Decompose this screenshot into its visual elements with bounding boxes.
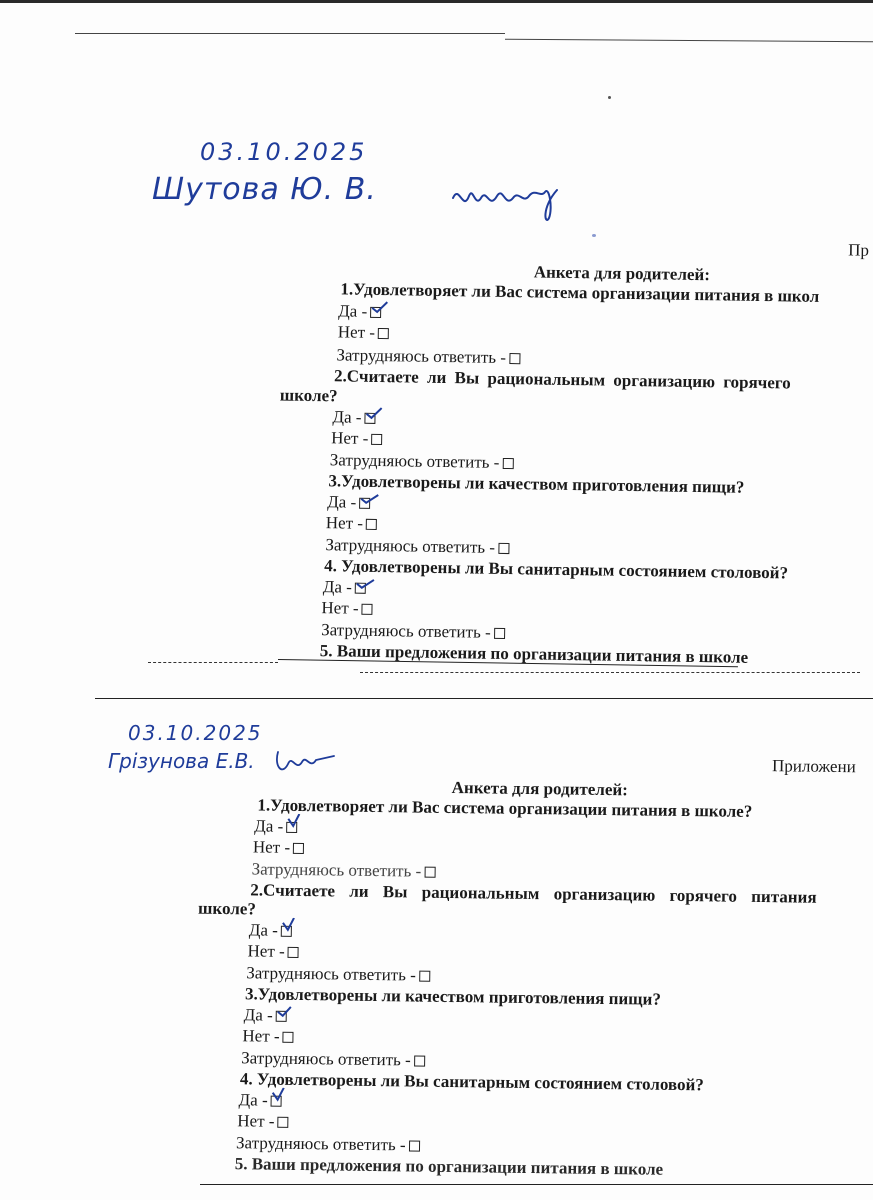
option-label: Затрудняюсь ответить -	[235, 1133, 406, 1155]
option-label: Затрудняюсь ответить -	[251, 859, 422, 881]
option-unsure	[321, 620, 505, 643]
option-label: Затрудняюсь ответить -	[246, 963, 416, 985]
option-unsure	[336, 345, 520, 368]
option-unsure	[330, 450, 514, 473]
checkmark-icon	[358, 490, 380, 506]
cut-line	[360, 672, 860, 673]
checkbox[interactable]	[409, 1140, 420, 1151]
option-label: Нет -	[337, 322, 376, 342]
question-2-continued: школе?	[279, 385, 338, 406]
checkbox[interactable]	[371, 434, 382, 445]
signature-mark	[445, 178, 575, 230]
option-no	[242, 1026, 293, 1047]
checkmark-icon	[354, 575, 376, 591]
signature-mark	[272, 746, 342, 782]
option-label: Нет -	[331, 428, 369, 448]
checkmark-icon	[369, 299, 391, 315]
option-no	[326, 513, 377, 534]
checkbox[interactable]	[509, 353, 520, 364]
option-no	[253, 837, 304, 858]
handwritten-name: Шутова Ю. В.	[152, 172, 377, 207]
handwritten-date: 03.10.2025	[128, 721, 263, 745]
scan-edge	[0, 0, 873, 3]
checkmark-icon	[275, 1003, 297, 1019]
checkbox-checked[interactable]	[355, 583, 366, 594]
option-label: Да -	[322, 577, 353, 597]
option-label: Да -	[243, 1005, 273, 1025]
checkbox-checked[interactable]	[370, 307, 381, 318]
option-label: Нет -	[325, 513, 364, 533]
checkbox-checked[interactable]	[281, 926, 292, 937]
question-4: 4. Удовлетворены ли Вы санитарным состоянием столовой?	[239, 1069, 704, 1095]
checkbox-checked[interactable]	[286, 822, 297, 833]
checkbox[interactable]	[288, 947, 299, 958]
option-no	[321, 598, 372, 619]
checkbox[interactable]	[414, 1056, 425, 1067]
question-3: 3.Удовлетворены ли качеством приготовления пищи?	[244, 984, 662, 1009]
option-yes	[338, 301, 381, 322]
option-no	[338, 322, 389, 343]
option-unsure	[241, 1048, 425, 1070]
option-label: Нет -	[247, 941, 285, 961]
option-label: Затрудняюсь ответить -	[241, 1048, 411, 1070]
question-5: 5. Ваши предложения по организации питания в школе	[234, 1154, 664, 1179]
appendix-label: Приложени	[771, 756, 856, 777]
ink-speck	[592, 234, 596, 237]
cut-line	[200, 1184, 873, 1185]
appendix-label: Пр	[848, 240, 870, 260]
option-label: Да -	[248, 920, 279, 940]
checkbox[interactable]	[283, 1032, 294, 1043]
option-unsure	[246, 963, 430, 985]
checkmark-icon	[285, 814, 307, 830]
checkbox-checked[interactable]	[276, 1011, 287, 1022]
option-no	[247, 941, 298, 962]
checkbox[interactable]	[502, 458, 513, 469]
cut-line	[75, 33, 505, 34]
handwritten-name: Грізунова Е.В.	[108, 749, 255, 773]
option-label: Нет -	[242, 1026, 280, 1046]
option-label: Затрудняюсь ответить -	[336, 345, 507, 367]
option-unsure	[252, 859, 436, 881]
checkbox-checked[interactable]	[359, 498, 370, 509]
option-label: Затрудняюсь ответить -	[329, 450, 500, 472]
checkbox-checked[interactable]	[364, 413, 375, 424]
option-yes	[244, 1005, 287, 1026]
option-yes	[238, 1090, 281, 1111]
option-yes	[323, 577, 366, 598]
option-label: Да -	[338, 301, 368, 321]
option-yes	[332, 407, 375, 428]
option-label: Нет -	[252, 837, 291, 857]
question-2: 2.Считаете ли Вы рациональным организацию горячего питания	[250, 880, 817, 907]
option-label: Нет -	[237, 1111, 275, 1131]
checkbox[interactable]	[494, 628, 505, 639]
checkbox[interactable]	[498, 543, 509, 554]
option-label: Да -	[332, 407, 362, 427]
option-unsure	[236, 1133, 420, 1155]
checkmark-icon	[270, 1088, 292, 1104]
survey-title: Анкета для родителей:	[451, 777, 629, 800]
checkbox[interactable]	[293, 843, 304, 854]
option-no	[331, 428, 382, 449]
checkmark-icon	[280, 918, 302, 934]
checkmark-icon	[363, 405, 385, 421]
checkbox[interactable]	[378, 328, 389, 339]
option-label: Да -	[327, 492, 357, 512]
checkbox[interactable]	[362, 604, 373, 615]
cut-line	[148, 662, 278, 663]
survey-title: Анкета для родителей:	[533, 262, 711, 285]
option-label: Затрудняюсь ответить -	[325, 535, 496, 557]
question-4: 4. Удовлетворены ли Вы санитарным состоянием столовой?	[324, 556, 789, 583]
checkbox-checked[interactable]	[271, 1096, 282, 1107]
checkbox[interactable]	[366, 519, 377, 530]
checkbox[interactable]	[424, 867, 435, 878]
option-label: Да -	[238, 1090, 268, 1110]
question-3: 3.Удовлетворены ли качеством приготовления пищи?	[328, 471, 745, 497]
cut-line	[95, 698, 873, 699]
handwritten-date: 03.10.2025	[200, 138, 368, 166]
question-2-continued: школе?	[198, 898, 257, 919]
ink-speck	[608, 96, 611, 99]
checkbox[interactable]	[419, 971, 430, 982]
option-yes	[327, 492, 370, 513]
option-label: Да -	[254, 816, 284, 836]
option-no	[237, 1111, 288, 1132]
option-yes	[249, 920, 292, 941]
option-label: Затрудняюсь ответить -	[321, 620, 491, 642]
question-2: 2.Считаете ли Вы рациональным организацию горячего	[333, 366, 791, 393]
question-5: 5. Ваши предложения по организации питания в школе	[319, 641, 749, 667]
checkbox[interactable]	[277, 1117, 288, 1128]
option-label: Нет -	[321, 598, 359, 618]
option-unsure	[325, 535, 509, 558]
question-1: 1.Удовлетворяет ли Вас система организации питания в школе?	[257, 795, 753, 821]
cut-line	[505, 39, 873, 43]
question-1: 1.Удовлетворяет ли Вас система организации питания в школ	[340, 279, 820, 306]
option-yes	[254, 816, 297, 837]
